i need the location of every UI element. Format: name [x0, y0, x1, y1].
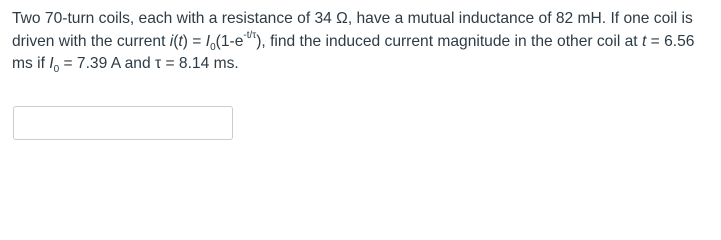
answer-input[interactable] [13, 106, 233, 140]
question-text-part: = 7.39 A and τ = 8.14 ms. [59, 55, 239, 72]
current-symbol: i [169, 32, 174, 50]
amplitude-symbol: I [49, 55, 54, 72]
amplitude-symbol: I [205, 32, 211, 50]
question-text-part: = 6.56 ms if [12, 32, 695, 72]
exponent: -t/τ [243, 30, 257, 42]
question-text-part: ) = [182, 32, 206, 50]
question-text-part: Two 70-turn coils, each with a resistance of 34 Ω, have a mutual inductance of 82 mH. If one coil is driven with the current [12, 10, 693, 50]
question-text-part: ( [173, 32, 179, 50]
time-symbol: t [178, 32, 183, 50]
question-text-part: (1-e [215, 32, 244, 50]
amplitude-subscript: 0 [210, 41, 216, 53]
amplitude-subscript: 0 [53, 64, 60, 76]
time-symbol: t [641, 32, 647, 50]
question-text-part: ), find the induced current magnitude in the other coil at [256, 32, 642, 50]
question-text [12, 8, 712, 76]
